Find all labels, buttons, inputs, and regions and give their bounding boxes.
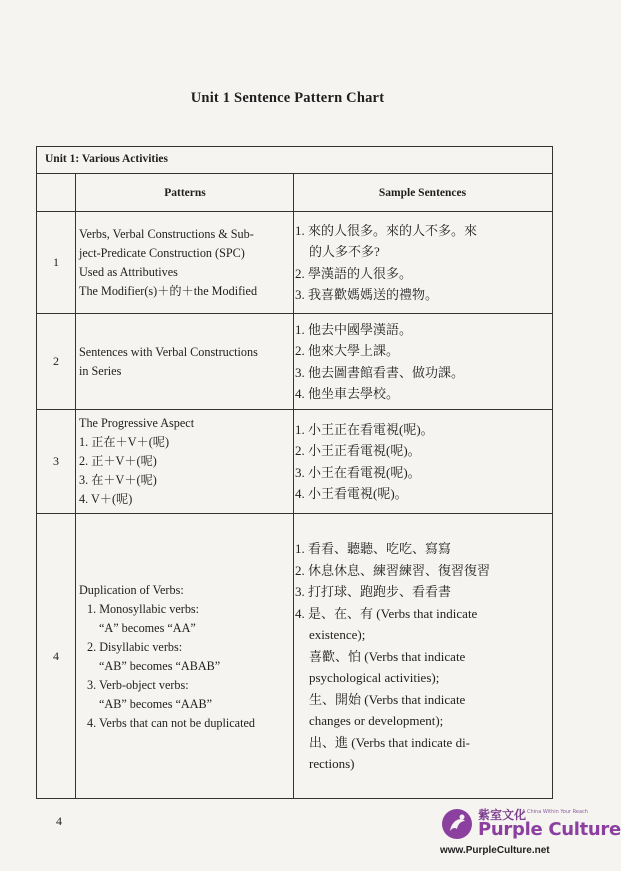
sample-sentence: 出、進 (Verbs that indicate di- <box>309 734 471 750</box>
unit-label: Unit 1: Various Activities <box>37 147 552 174</box>
logo-tagline: A China Within Your Reach <box>522 809 588 815</box>
sample-sentence: 3. 打打球、跑跑步、看看書 <box>295 584 452 600</box>
pattern-line: The Progressive Aspect <box>79 416 195 430</box>
pattern-line: “AB” becomes “AAB” <box>99 696 213 711</box>
row-number: 4 <box>53 649 59 663</box>
pattern-cell <box>77 314 289 409</box>
pattern-line: 1. Monosyllabic verbs: <box>87 601 200 616</box>
header-patterns: Patterns <box>164 186 206 199</box>
sample-cell <box>295 514 549 799</box>
sample-sentence: 3. 小王在看電視(呢)。 <box>295 464 421 480</box>
pattern-line: Sentences with Verbal Constructions <box>79 344 258 359</box>
pattern-line: Verbs, Verbal Constructions & Sub- <box>79 226 254 241</box>
page-number: 4 <box>56 814 62 828</box>
pattern-line: 3. 在＋V＋(呢) <box>79 473 157 487</box>
sample-sentence: 生、開始 (Verbs that indicate <box>309 691 466 707</box>
sample-sentence: 3. 他去圖書館看書、做功課。 <box>295 364 465 380</box>
sample-cell <box>295 314 549 409</box>
table-row <box>37 514 552 799</box>
sample-sentence: 4. 他坐車去學校。 <box>295 386 400 401</box>
pattern-line: 2. 正＋V＋(呢) <box>79 454 157 468</box>
sample-sentence: 2. 小王正看電視(呢)。 <box>295 443 421 458</box>
row-number: 2 <box>53 354 59 368</box>
pattern-line: 4. Verbs that can not be duplicated <box>87 715 255 730</box>
sample-sentence: existence); <box>309 627 366 643</box>
sample-sentence: psychological activities); <box>309 670 440 686</box>
purple-culture-seal-icon <box>440 807 474 841</box>
logo-url: www.PurpleCulture.net <box>440 845 550 856</box>
pattern-cell <box>77 212 289 313</box>
sentence-pattern-table <box>36 146 553 799</box>
row-number: 1 <box>53 255 59 269</box>
sample-sentence: 3. 我喜歡媽媽送的禮物。 <box>295 287 439 302</box>
sample-sentence: changes or development); <box>309 713 444 729</box>
sample-sentence: 1. 他去中國學漢語。 <box>295 321 413 337</box>
sample-sentence: 1. 來的人很多。來的人不多。來 <box>295 222 478 238</box>
pattern-line: Used as Attributives <box>79 264 178 279</box>
publisher-logo <box>440 803 621 863</box>
sample-sentence: 1. 小王正在看電視(呢)。 <box>295 421 434 437</box>
logo-chinese-name: 紫室文化 <box>478 808 527 822</box>
sample-sentence: 的人多不多? <box>309 244 380 259</box>
pattern-line: 4. V＋(呢) <box>79 492 133 506</box>
pattern-line: The Modifier(s)＋的＋the Modified <box>79 283 258 298</box>
pattern-line: in Series <box>79 363 122 378</box>
pattern-line: ject-Predicate Construction (SPC) <box>79 245 245 260</box>
logo-name: Purple Culture <box>478 819 621 840</box>
sample-sentence: 4. 小王看電視(呢)。 <box>295 486 408 501</box>
sample-cell <box>295 410 549 513</box>
sample-sentence: 1. 看看、聽聽、吃吃、寫寫 <box>295 541 452 557</box>
sample-sentence: rections) <box>309 756 355 772</box>
table-row <box>37 314 552 410</box>
sample-sentence: 喜歡、怕 (Verbs that indicate <box>309 648 466 664</box>
sample-sentence: 4. 是、在、有 (Verbs that indicate <box>295 605 478 621</box>
page-title: Unit 1 Sentence Pattern Chart <box>190 90 385 106</box>
sample-cell <box>295 212 549 313</box>
pattern-line: “A” becomes “AA” <box>99 620 196 635</box>
table-row <box>37 212 552 314</box>
pattern-line: 3. Verb-object verbs: <box>87 677 189 692</box>
pattern-line: 1. 正在＋V＋(呢) <box>79 435 170 449</box>
pattern-cell <box>77 410 289 513</box>
pattern-line: “AB” becomes “ABAB” <box>99 658 221 673</box>
table-header-row <box>37 174 552 212</box>
pattern-line: 2. Disyllabic verbs: <box>87 639 183 654</box>
table-row <box>37 410 552 514</box>
pattern-line: Duplication of Verbs: <box>79 582 184 597</box>
sample-sentence: 2. 他來大學上課。 <box>295 343 400 358</box>
sample-sentence: 2. 學漢語的人很多。 <box>295 265 413 281</box>
header-sample-sentences: Sample Sentences <box>378 186 467 199</box>
pattern-cell <box>77 514 289 799</box>
sample-sentence: 2. 休息休息、練習練習、復習復習 <box>295 562 491 578</box>
row-number: 3 <box>53 454 59 468</box>
